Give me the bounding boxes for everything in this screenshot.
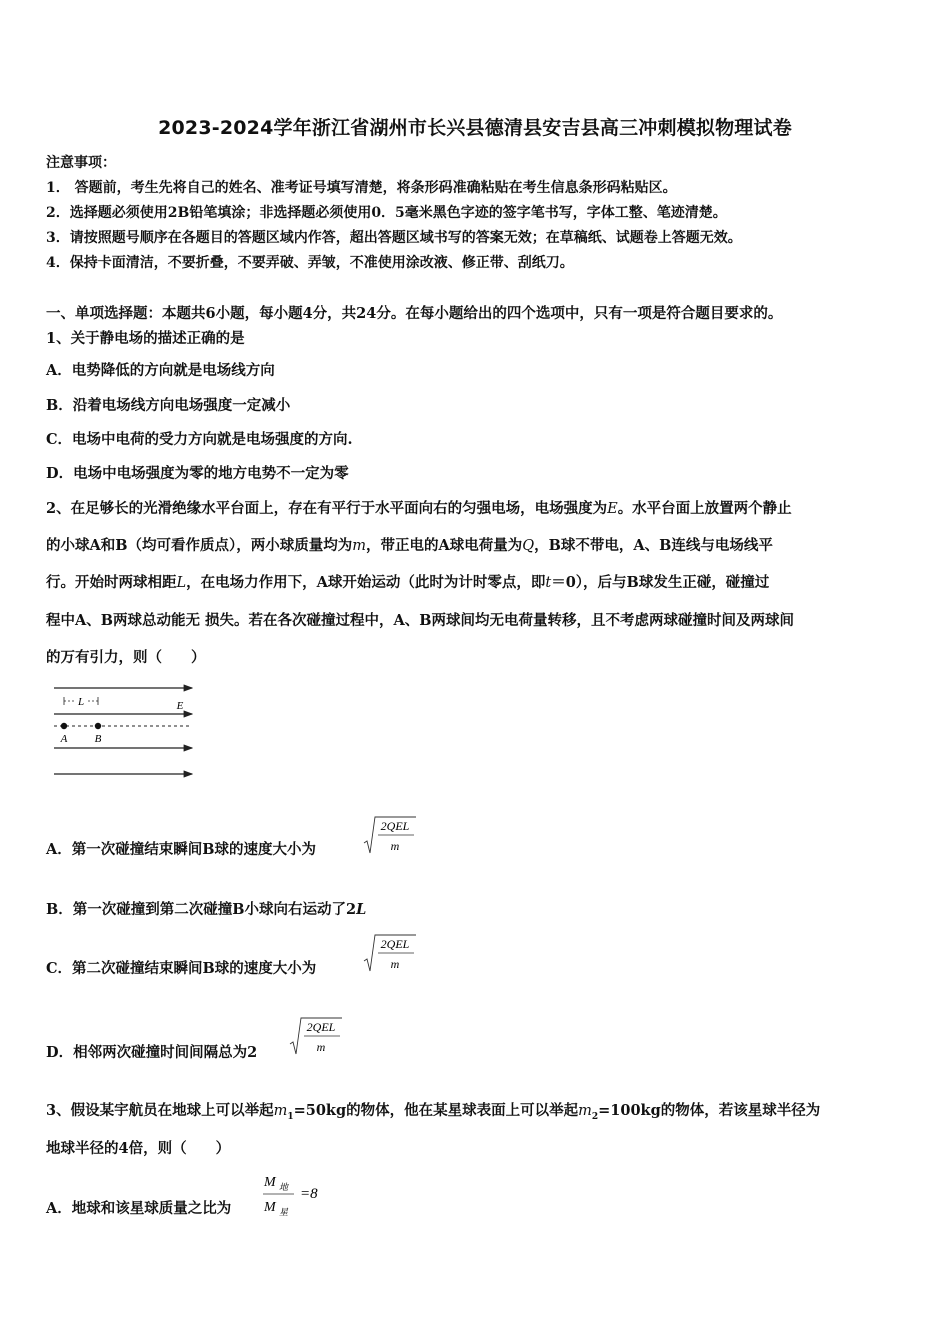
notice-heading: 注意事项：: [46, 155, 116, 171]
q3-subscript: 2: [591, 1111, 599, 1122]
ball-a: [61, 723, 67, 729]
frac-num-M: M: [264, 1175, 276, 1190]
mass-ratio-fraction: [260, 1170, 335, 1222]
q2-text: 。水平台面上放置两个静止: [617, 500, 792, 517]
q2-stem-line2: [46, 534, 773, 555]
q2-var: L: [176, 575, 187, 591]
q2-option-d: D．相邻两次碰撞时间间隔总为2: [46, 1044, 258, 1061]
ball-b: [95, 723, 101, 729]
section-heading: 一、单项选择题：本题共6小题，每小题4分，共24分。在每小题给出的四个选项中，只有一项是符合题目要求的。: [46, 305, 783, 322]
expr-denominator: m: [390, 957, 400, 971]
expr-numerator: 2QEL: [380, 819, 410, 833]
q2-text: ，B球不带电，A、B连线与电场线平: [534, 537, 773, 554]
sqrt-expression: [362, 933, 417, 975]
expr-denominator: m: [316, 1040, 326, 1054]
q3-subscript: 1: [287, 1111, 294, 1122]
label-L: L: [77, 696, 85, 708]
q2-text: 2、在足够长的光滑绝缘水平台面上，存在有平行于水平面向右的匀强电场，电场强度为: [46, 500, 608, 517]
q3-text: =50kg的物体，他在某星球表面上可以举起: [293, 1102, 579, 1119]
q2-stem-line4: 程中A、B两球总动能无 损失。若在各次碰撞过程中，A、B两球间均无电荷量转移，且不考虑两球碰撞时间及两球间: [46, 612, 795, 629]
sqrt-expression: [362, 815, 417, 857]
q2-option-b: [46, 898, 366, 919]
notice-item: 2．选择题必须使用2B铅笔填涂；非选择题必须使用0．5毫米黑色字迹的签字笔书写，字体工整、笔迹清楚。: [46, 205, 727, 221]
frac-num-sub: 地: [279, 1183, 289, 1193]
q2-text: 的小球A和B（均可看作质点），两小球质量均为: [46, 537, 353, 554]
q3-var: m: [578, 1103, 592, 1119]
expr-denominator: m: [390, 839, 400, 853]
q2-text: 行。开始时两球相距: [46, 574, 177, 591]
q3-stem-line2: 地球半径的4倍，则（ ）: [46, 1140, 231, 1157]
q2-stem-line5: 的万有引力，则（ ）: [46, 649, 206, 666]
q3-var: m: [273, 1103, 288, 1119]
q2-var: E: [607, 501, 618, 517]
sqrt-expression: [288, 1016, 343, 1058]
q2-var: m: [352, 538, 367, 554]
electric-field-diagram: [50, 680, 200, 785]
q1-stem: 1、关于静电场的描述正确的是: [46, 330, 245, 347]
q2-stem-line3: [46, 571, 769, 592]
notice-item: 3．请按照题号顺序在各题目的答题区域内作答，超出答题区域书写的答案无效；在草稿纸、试题卷上答题无效。: [46, 230, 742, 246]
notice-item: 4．保持卡面清洁，不要折叠，不要弄破、弄皱，不准使用涂改液、修正带、刮纸刀。: [46, 255, 574, 271]
q2-var: t: [545, 575, 552, 591]
page-title: 2023-2024学年浙江省湖州市长兴县德清县安吉县高三冲刺模拟物理试卷: [158, 117, 792, 139]
q2-text: ，带正电的A球电荷量为: [366, 537, 523, 554]
q1-option-b: B．沿着电场线方向电场强度一定减小: [46, 397, 291, 414]
frac-den-sub: 星: [279, 1208, 289, 1218]
label-A: A: [60, 733, 68, 745]
q2-text: ＝0），后与B球发生正碰，碰撞过: [551, 574, 770, 591]
q2-option-b-text: B．第一次碰撞到第二次碰撞B小球向右运动了2: [46, 901, 357, 918]
label-E: E: [176, 700, 184, 712]
q2-option-a: A．第一次碰撞结束瞬间B球的速度大小为: [46, 841, 317, 858]
q3-stem-line1: [46, 1099, 820, 1122]
expr-numerator: 2QEL: [380, 937, 410, 951]
q2-var: Q: [522, 538, 535, 554]
q3-text: =100kg的物体，若该星球半径为: [598, 1102, 821, 1119]
q3-option-a: A．地球和该星球质量之比为: [46, 1200, 232, 1217]
notice-item: 1． 答题前，考生先将自己的姓名、准考证号填写清楚，将条形码准确粘贴在考生信息条形码粘贴区。: [46, 180, 677, 196]
q2-option-c: C．第二次碰撞结束瞬间B球的速度大小为: [46, 960, 317, 977]
frac-den-M: M: [264, 1200, 276, 1215]
frac-value: =8: [300, 1186, 318, 1202]
expr-numerator: 2QEL: [306, 1020, 336, 1034]
q1-option-d: D．电场中电场强度为零的地方电势不一定为零: [46, 465, 349, 482]
label-B: B: [94, 733, 102, 745]
q2-text: ，在电场力作用下，A球开始运动（此时为计时零点，即: [186, 574, 546, 591]
q1-option-a: A．电势降低的方向就是电场线方向: [46, 362, 275, 379]
q2-var: L: [356, 901, 367, 918]
q1-option-c: C．电场中电荷的受力方向就是电场强度的方向.: [46, 431, 353, 448]
q2-stem-line1: [46, 497, 792, 518]
q3-text: 3、假设某宇航员在地球上可以举起: [46, 1102, 274, 1119]
